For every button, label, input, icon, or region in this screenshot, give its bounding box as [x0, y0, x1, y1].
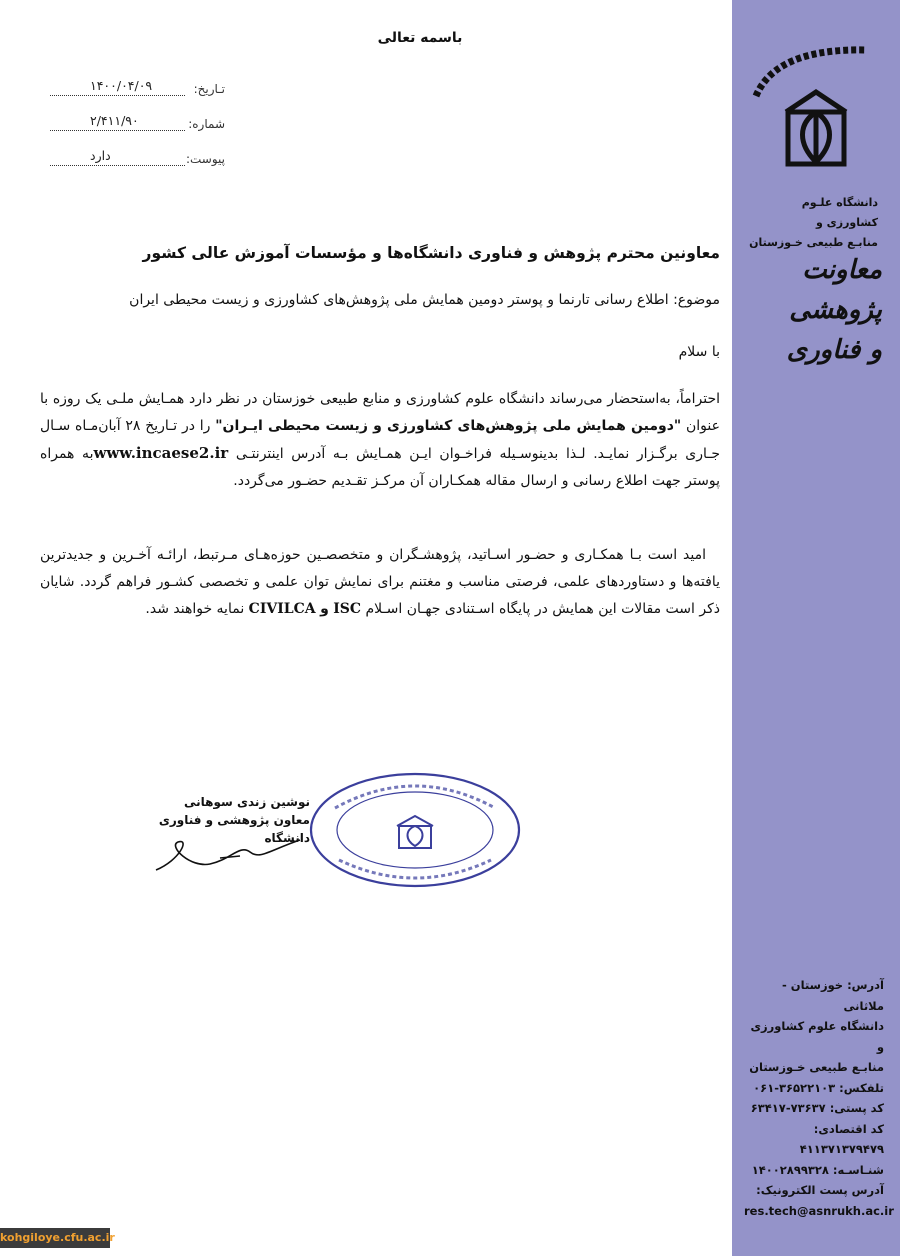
subject-line: موضوع: اطلاع رسانی تارنما و پوستر دومین همایش ملی پژوهش‌های کشاورزی و زیست محیطی ایران	[129, 292, 720, 308]
attachment-row	[50, 148, 225, 172]
university-line-2: منابـع طبیعی خـوزستان	[749, 236, 878, 249]
p1-text-c: به همراه پوستر جهت اطلاع رسانی و ارسال مقاله همکـاران آن مرکـز تقـدیم حضـور می‌گردد.	[40, 446, 720, 489]
letterhead-band	[732, 0, 900, 1256]
date-row	[50, 78, 225, 102]
paragraph-1	[40, 386, 720, 495]
contact-info	[744, 975, 894, 1221]
national-id: شنـاسـه: ۱۴۰۰۲۸۹۹۳۲۸	[751, 1162, 884, 1177]
paragraph-2	[40, 542, 720, 623]
p1-text-a: احتراماً، به‌استحضار می‌رساند دانشگاه علوم کشاورزی و منابع طبیعی خوزستان در نظر دارد همـایش ملـی یک روزه با عنوان	[40, 391, 720, 434]
date-dots	[50, 95, 185, 96]
greeting: با سلام	[678, 344, 720, 360]
attachment-dots	[50, 165, 185, 166]
postal-code: کد پستی: ۷۳۶۳۷-۶۳۴۱۷	[750, 1101, 884, 1115]
p1-text-b: را در تـاریخ ۲۸ آبان‌مـاه سـال جـاری برگـزار نمایـد. لـذا بدینوسـیله فراخـوان ایـن همـایش بـه آدرس اینترنتـی	[40, 418, 721, 462]
number-row	[50, 113, 225, 137]
site-watermark: kohgiloye.cfu.ac.ir	[0, 1228, 110, 1248]
official-stamp	[305, 768, 525, 893]
conference-url-link[interactable]: www.incaese2.ir	[93, 444, 229, 462]
deputy-calligraphy	[752, 250, 882, 370]
recipient-line: معاونین محترم پژوهش و فناوری دانشگاه‌ها و مؤسسات آموزش عالی کشور	[142, 244, 720, 262]
deputy-line-1: معاونت پژوهشی	[789, 255, 882, 325]
date-value: ۱۴۰۰/۰۴/۰۹	[90, 78, 153, 93]
signer-name: نوشین زندی سوهانی	[183, 795, 310, 809]
p2-text-a: امید است بـا همکـاری و حضـور اسـاتید، پژوهشـگران و متخصصـین حوزه‌هـای مـرتبط، ارائـه آخـرین و جدیدترین یافته‌ها و دستاوردهای علمی، فرصتی مناسب و مغتنم برای نمایش توان علمی و تخصصی کشـور فراهم گردد. شایان ذکر است مقالات این همایش در پایگاه اسـتنادی جهـان اسـلام	[40, 547, 720, 617]
p2-text-b: نمایه خواهند شد.	[145, 601, 245, 617]
email-label: آدرس پست الکترونیک:	[756, 1183, 884, 1197]
conference-title: "دومین همایش ملی پژوهش‌های کشاورزی و زیست محیطی ایـران"	[215, 418, 682, 434]
address-line-3: منابـع طبیعی خـوزستان	[749, 1060, 884, 1074]
address-label: آدرس: خوزستان - ملاثانی	[782, 978, 884, 1013]
deputy-line-2: و فناوری	[786, 335, 882, 365]
and-word: و	[320, 601, 329, 617]
university-name	[748, 193, 878, 253]
number-value: ۲/۴۱۱/۹۰	[90, 113, 139, 128]
basmala-heading: باسمه تعالی	[377, 30, 463, 46]
handwritten-signature	[150, 830, 310, 880]
university-logo	[746, 40, 886, 180]
date-label: تـاریخ:	[193, 82, 225, 96]
email-link[interactable]: res.tech@asnrukh.ac.ir	[744, 1203, 894, 1218]
attachment-label: پیوست:	[185, 152, 225, 166]
attachment-value: دارد	[90, 148, 111, 163]
number-label: شماره:	[188, 117, 225, 131]
fax-number: تلفکس: ۳۶۵۲۲۱۰۳-۰۶۱	[753, 1080, 884, 1095]
civilica-name: CIVILCA	[248, 601, 316, 617]
university-line-1: دانشگاه علـوم کشاورزی و	[801, 196, 878, 229]
signer-title: معاون پژوهشی و فناوری دانشگاه	[158, 813, 310, 845]
address-line-2: دانشگاه علوم کشاورزی و	[750, 1019, 884, 1054]
economic-code: کد اقتصادی: ۴۱۱۳۷۱۳۷۹۴۷۹	[799, 1121, 884, 1156]
number-dots	[50, 130, 185, 131]
isc-name: ISC	[333, 601, 362, 617]
logo-emblem-icon	[746, 40, 886, 180]
